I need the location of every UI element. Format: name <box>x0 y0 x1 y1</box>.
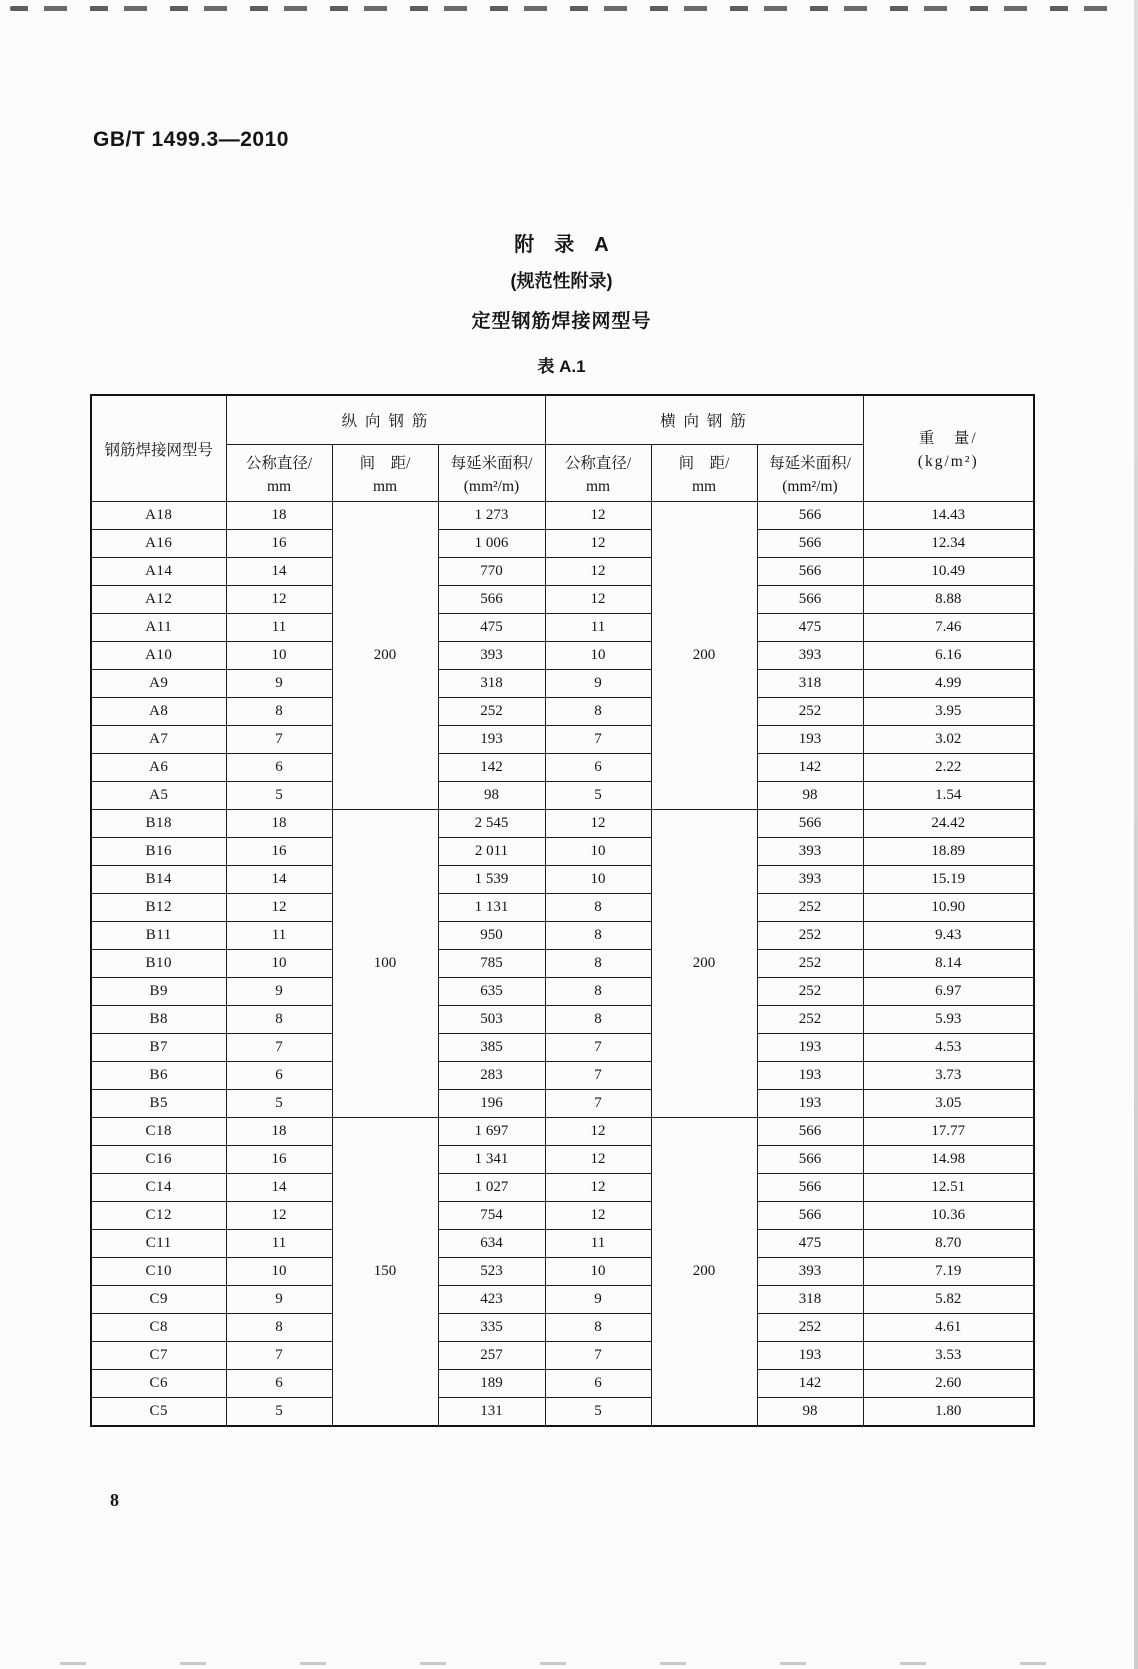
mesh-model-table <box>90 394 1035 1427</box>
cell-model: B8 <box>91 1006 226 1034</box>
table-row <box>91 810 1034 838</box>
cell-longitudinal-diameter: 18 <box>226 502 332 530</box>
long-area-label: 每延米面积/ <box>450 454 533 472</box>
cell-transverse-area: 252 <box>757 698 863 726</box>
cell-longitudinal-area: 193 <box>438 726 545 754</box>
cell-model: A14 <box>91 558 226 586</box>
cell-transverse-diameter: 8 <box>545 950 651 978</box>
cell-model: B11 <box>91 922 226 950</box>
cell-transverse-spacing: 200 <box>651 810 757 1118</box>
table-row <box>91 1174 1034 1202</box>
cell-transverse-diameter: 10 <box>545 642 651 670</box>
cell-transverse-diameter: 7 <box>545 1090 651 1118</box>
cell-model: B5 <box>91 1090 226 1118</box>
cell-longitudinal-diameter: 9 <box>226 670 332 698</box>
cell-weight: 10.36 <box>863 1202 1034 1230</box>
table-group-C <box>91 1118 1034 1427</box>
cell-transverse-area: 475 <box>757 1230 863 1258</box>
cell-transverse-diameter: 8 <box>545 698 651 726</box>
cell-weight: 10.49 <box>863 558 1034 586</box>
cell-transverse-area: 252 <box>757 950 863 978</box>
cell-transverse-area: 393 <box>757 642 863 670</box>
cell-longitudinal-spacing: 150 <box>332 1118 438 1427</box>
cell-transverse-area: 566 <box>757 1174 863 1202</box>
cell-longitudinal-diameter: 9 <box>226 978 332 1006</box>
cell-model: C18 <box>91 1118 226 1146</box>
table-row <box>91 1202 1034 1230</box>
cell-weight: 7.46 <box>863 614 1034 642</box>
cell-model: B14 <box>91 866 226 894</box>
cell-transverse-area: 318 <box>757 1286 863 1314</box>
table-header <box>91 395 1034 502</box>
cell-longitudinal-area: 634 <box>438 1230 545 1258</box>
weight-unit: (kg/m²) <box>917 453 979 470</box>
cell-transverse-area: 566 <box>757 810 863 838</box>
cell-weight: 5.82 <box>863 1286 1034 1314</box>
cell-longitudinal-diameter: 11 <box>226 1230 332 1258</box>
cell-longitudinal-area: 1 027 <box>438 1174 545 1202</box>
col-header-long-spacing <box>332 445 438 502</box>
cell-transverse-area: 193 <box>757 1090 863 1118</box>
cell-transverse-area: 393 <box>757 838 863 866</box>
cell-longitudinal-area: 1 131 <box>438 894 545 922</box>
table-row <box>91 502 1034 530</box>
cell-weight: 1.80 <box>863 1398 1034 1427</box>
cell-transverse-diameter: 7 <box>545 1062 651 1090</box>
cell-transverse-area: 566 <box>757 586 863 614</box>
cell-weight: 4.53 <box>863 1034 1034 1062</box>
cell-longitudinal-diameter: 5 <box>226 1090 332 1118</box>
cell-model: C16 <box>91 1146 226 1174</box>
cell-weight: 9.43 <box>863 922 1034 950</box>
cell-model: C8 <box>91 1314 226 1342</box>
cell-transverse-diameter: 7 <box>545 1034 651 1062</box>
cell-longitudinal-diameter: 16 <box>226 530 332 558</box>
table-row <box>91 754 1034 782</box>
table-row <box>91 1258 1034 1286</box>
cell-transverse-area: 393 <box>757 1258 863 1286</box>
cell-longitudinal-diameter: 7 <box>226 1342 332 1370</box>
table-row <box>91 1398 1034 1427</box>
cell-transverse-area: 566 <box>757 502 863 530</box>
table-row <box>91 1146 1034 1174</box>
table-row <box>91 614 1034 642</box>
trans-area-unit: (mm²/m) <box>782 477 838 495</box>
table-group-A <box>91 502 1034 810</box>
table-row <box>91 1286 1034 1314</box>
cell-longitudinal-area: 1 539 <box>438 866 545 894</box>
cell-transverse-diameter: 11 <box>545 1230 651 1258</box>
cell-longitudinal-diameter: 8 <box>226 1006 332 1034</box>
cell-weight: 15.19 <box>863 866 1034 894</box>
cell-longitudinal-diameter: 11 <box>226 922 332 950</box>
cell-transverse-area: 193 <box>757 1342 863 1370</box>
cell-model: B12 <box>91 894 226 922</box>
long-diameter-unit: mm <box>266 477 292 495</box>
cell-longitudinal-area: 1 341 <box>438 1146 545 1174</box>
table-row <box>91 838 1034 866</box>
cell-transverse-diameter: 12 <box>545 1174 651 1202</box>
long-spacing-unit: mm <box>372 477 398 495</box>
cell-longitudinal-diameter: 18 <box>226 810 332 838</box>
cell-transverse-area: 98 <box>757 1398 863 1427</box>
cell-longitudinal-diameter: 14 <box>226 1174 332 1202</box>
cell-model: C5 <box>91 1398 226 1427</box>
cell-transverse-area: 566 <box>757 1202 863 1230</box>
table-row <box>91 1314 1034 1342</box>
cell-weight: 4.61 <box>863 1314 1034 1342</box>
cell-longitudinal-area: 1 273 <box>438 502 545 530</box>
cell-longitudinal-area: 566 <box>438 586 545 614</box>
col-group-transverse: 横 向 钢 筋 <box>545 395 863 445</box>
cell-transverse-area: 98 <box>757 782 863 810</box>
cell-longitudinal-diameter: 11 <box>226 614 332 642</box>
cell-transverse-area: 142 <box>757 1370 863 1398</box>
cell-model: B6 <box>91 1062 226 1090</box>
cell-transverse-spacing: 200 <box>651 1118 757 1427</box>
cell-weight: 2.22 <box>863 754 1034 782</box>
cell-model: B18 <box>91 810 226 838</box>
cell-longitudinal-diameter: 16 <box>226 1146 332 1174</box>
trans-spacing-label: 间 距/ <box>678 454 730 472</box>
col-header-model: 钢筋焊接网型号 <box>91 395 226 502</box>
cell-longitudinal-diameter: 6 <box>226 754 332 782</box>
col-header-long-area <box>438 445 545 502</box>
appendix-subtitle: (规范性附录) <box>510 271 613 291</box>
cell-longitudinal-area: 2 545 <box>438 810 545 838</box>
cell-longitudinal-area: 257 <box>438 1342 545 1370</box>
table-group-B <box>91 810 1034 1118</box>
cell-transverse-diameter: 12 <box>545 1118 651 1146</box>
cell-transverse-diameter: 10 <box>545 838 651 866</box>
table-row <box>91 978 1034 1006</box>
table-row <box>91 670 1034 698</box>
standard-number: GB/T 1499.3—2010 <box>93 128 289 151</box>
cell-transverse-diameter: 9 <box>545 670 651 698</box>
cell-longitudinal-area: 754 <box>438 1202 545 1230</box>
table-caption: 表 A.1 <box>537 357 586 376</box>
cell-weight: 12.51 <box>863 1174 1034 1202</box>
cell-longitudinal-diameter: 8 <box>226 698 332 726</box>
cell-weight: 5.93 <box>863 1006 1034 1034</box>
cell-longitudinal-diameter: 14 <box>226 866 332 894</box>
cell-longitudinal-diameter: 8 <box>226 1314 332 1342</box>
cell-transverse-area: 252 <box>757 978 863 1006</box>
long-area-unit: (mm²/m) <box>463 477 520 495</box>
table-row <box>91 1090 1034 1118</box>
cell-longitudinal-diameter: 9 <box>226 1286 332 1314</box>
cell-longitudinal-diameter: 5 <box>226 1398 332 1427</box>
cell-transverse-diameter: 12 <box>545 530 651 558</box>
cell-model: C7 <box>91 1342 226 1370</box>
trans-diameter-unit: mm <box>585 477 611 495</box>
cell-model: A9 <box>91 670 226 698</box>
cell-transverse-area: 566 <box>757 558 863 586</box>
cell-longitudinal-diameter: 16 <box>226 838 332 866</box>
cell-longitudinal-area: 523 <box>438 1258 545 1286</box>
cell-weight: 6.16 <box>863 642 1034 670</box>
col-header-long-diameter <box>226 445 332 502</box>
cell-model: A10 <box>91 642 226 670</box>
cell-longitudinal-diameter: 7 <box>226 1034 332 1062</box>
table-row <box>91 558 1034 586</box>
table-row <box>91 894 1034 922</box>
trans-spacing-unit: mm <box>691 477 717 495</box>
cell-transverse-area: 193 <box>757 726 863 754</box>
cell-weight: 14.98 <box>863 1146 1034 1174</box>
cell-model: A6 <box>91 754 226 782</box>
cell-transverse-area: 252 <box>757 1314 863 1342</box>
table-row <box>91 922 1034 950</box>
table-row <box>91 1006 1034 1034</box>
long-spacing-label: 间 距/ <box>359 454 411 472</box>
cell-model: C9 <box>91 1286 226 1314</box>
cell-transverse-area: 252 <box>757 922 863 950</box>
cell-model: C14 <box>91 1174 226 1202</box>
cell-longitudinal-diameter: 5 <box>226 782 332 810</box>
cell-transverse-spacing: 200 <box>651 502 757 810</box>
cell-longitudinal-area: 142 <box>438 754 545 782</box>
table-row <box>91 586 1034 614</box>
cell-longitudinal-area: 98 <box>438 782 545 810</box>
cell-transverse-diameter: 6 <box>545 754 651 782</box>
cell-longitudinal-diameter: 10 <box>226 1258 332 1286</box>
cell-longitudinal-area: 335 <box>438 1314 545 1342</box>
cell-model: C10 <box>91 1258 226 1286</box>
weight-label: 重 量/ <box>918 430 978 447</box>
header-group-row <box>91 395 1034 445</box>
table-row <box>91 782 1034 810</box>
cell-model: A12 <box>91 586 226 614</box>
table-row <box>91 950 1034 978</box>
cell-weight: 3.02 <box>863 726 1034 754</box>
cell-transverse-diameter: 7 <box>545 726 651 754</box>
cell-weight: 8.14 <box>863 950 1034 978</box>
cell-longitudinal-area: 950 <box>438 922 545 950</box>
cell-weight: 2.60 <box>863 1370 1034 1398</box>
appendix-heading: 定型钢筋焊接网型号 <box>471 311 652 332</box>
cell-longitudinal-area: 2 011 <box>438 838 545 866</box>
cell-transverse-diameter: 12 <box>545 558 651 586</box>
cell-weight: 3.73 <box>863 1062 1034 1090</box>
cell-longitudinal-area: 475 <box>438 614 545 642</box>
cell-weight: 24.42 <box>863 810 1034 838</box>
cell-model: A18 <box>91 502 226 530</box>
cell-transverse-area: 193 <box>757 1062 863 1090</box>
cell-longitudinal-area: 131 <box>438 1398 545 1427</box>
cell-transverse-diameter: 12 <box>545 502 651 530</box>
cell-longitudinal-area: 1 697 <box>438 1118 545 1146</box>
cell-longitudinal-area: 318 <box>438 670 545 698</box>
cell-model: B9 <box>91 978 226 1006</box>
cell-transverse-diameter: 8 <box>545 894 651 922</box>
cell-longitudinal-area: 1 006 <box>438 530 545 558</box>
cell-longitudinal-spacing: 100 <box>332 810 438 1118</box>
cell-longitudinal-diameter: 6 <box>226 1062 332 1090</box>
cell-longitudinal-spacing: 200 <box>332 502 438 810</box>
cell-transverse-area: 566 <box>757 1146 863 1174</box>
cell-weight: 4.99 <box>863 670 1034 698</box>
cell-longitudinal-area: 423 <box>438 1286 545 1314</box>
cell-transverse-area: 475 <box>757 614 863 642</box>
cell-transverse-diameter: 12 <box>545 1146 651 1174</box>
cell-weight: 6.97 <box>863 978 1034 1006</box>
cell-model: B7 <box>91 1034 226 1062</box>
cell-longitudinal-area: 393 <box>438 642 545 670</box>
cell-transverse-diameter: 5 <box>545 1398 651 1427</box>
cell-transverse-diameter: 8 <box>545 922 651 950</box>
cell-weight: 1.54 <box>863 782 1034 810</box>
cell-weight: 12.34 <box>863 530 1034 558</box>
cell-transverse-diameter: 12 <box>545 586 651 614</box>
cell-longitudinal-area: 283 <box>438 1062 545 1090</box>
cell-longitudinal-area: 635 <box>438 978 545 1006</box>
table-row <box>91 698 1034 726</box>
cell-model: A7 <box>91 726 226 754</box>
cell-transverse-diameter: 7 <box>545 1342 651 1370</box>
cell-transverse-diameter: 10 <box>545 1258 651 1286</box>
cell-longitudinal-area: 770 <box>438 558 545 586</box>
appendix-title: 附 录 A <box>514 234 609 256</box>
cell-transverse-diameter: 8 <box>545 1314 651 1342</box>
cell-weight: 14.43 <box>863 502 1034 530</box>
cell-weight: 10.90 <box>863 894 1034 922</box>
table-row <box>91 642 1034 670</box>
cell-longitudinal-area: 785 <box>438 950 545 978</box>
trans-diameter-label: 公称直径/ <box>564 454 632 472</box>
cell-longitudinal-diameter: 14 <box>226 558 332 586</box>
cell-model: A5 <box>91 782 226 810</box>
col-header-trans-diameter <box>545 445 651 502</box>
cell-transverse-area: 142 <box>757 754 863 782</box>
cell-transverse-diameter: 12 <box>545 1202 651 1230</box>
cell-transverse-diameter: 5 <box>545 782 651 810</box>
cell-transverse-area: 393 <box>757 866 863 894</box>
cell-longitudinal-diameter: 12 <box>226 586 332 614</box>
scan-artifact-bottom-edge <box>60 1662 1098 1665</box>
trans-area-label: 每延米面积/ <box>769 454 851 472</box>
cell-longitudinal-area: 189 <box>438 1370 545 1398</box>
cell-weight: 3.95 <box>863 698 1034 726</box>
table-row <box>91 1062 1034 1090</box>
col-group-longitudinal: 纵 向 钢 筋 <box>226 395 545 445</box>
cell-longitudinal-diameter: 12 <box>226 1202 332 1230</box>
cell-transverse-diameter: 10 <box>545 866 651 894</box>
cell-weight: 8.70 <box>863 1230 1034 1258</box>
cell-transverse-diameter: 6 <box>545 1370 651 1398</box>
cell-weight: 7.19 <box>863 1258 1034 1286</box>
cell-transverse-diameter: 11 <box>545 614 651 642</box>
cell-transverse-area: 193 <box>757 1034 863 1062</box>
cell-weight: 3.53 <box>863 1342 1034 1370</box>
cell-model: A16 <box>91 530 226 558</box>
cell-longitudinal-area: 503 <box>438 1006 545 1034</box>
cell-weight: 8.88 <box>863 586 1034 614</box>
col-header-trans-spacing <box>651 445 757 502</box>
cell-longitudinal-diameter: 10 <box>226 642 332 670</box>
cell-model: B16 <box>91 838 226 866</box>
col-header-weight <box>863 395 1034 502</box>
table-row <box>91 1230 1034 1258</box>
cell-transverse-diameter: 12 <box>545 810 651 838</box>
cell-transverse-diameter: 9 <box>545 1286 651 1314</box>
cell-longitudinal-diameter: 18 <box>226 1118 332 1146</box>
cell-model: B10 <box>91 950 226 978</box>
cell-model: C6 <box>91 1370 226 1398</box>
cell-longitudinal-area: 196 <box>438 1090 545 1118</box>
long-diameter-label: 公称直径/ <box>245 454 313 472</box>
cell-model: A8 <box>91 698 226 726</box>
cell-transverse-area: 252 <box>757 1006 863 1034</box>
cell-longitudinal-area: 385 <box>438 1034 545 1062</box>
col-header-trans-area <box>757 445 863 502</box>
cell-transverse-diameter: 8 <box>545 1006 651 1034</box>
cell-weight: 18.89 <box>863 838 1034 866</box>
table-row <box>91 530 1034 558</box>
table-row <box>91 866 1034 894</box>
scan-artifact-top-edge <box>10 6 1128 11</box>
cell-transverse-area: 566 <box>757 530 863 558</box>
cell-model: C12 <box>91 1202 226 1230</box>
cell-transverse-area: 252 <box>757 894 863 922</box>
cell-transverse-area: 566 <box>757 1118 863 1146</box>
table-row <box>91 1370 1034 1398</box>
scan-artifact-right-edge <box>1134 0 1138 1669</box>
cell-longitudinal-diameter: 12 <box>226 894 332 922</box>
cell-longitudinal-diameter: 7 <box>226 726 332 754</box>
cell-model: C11 <box>91 1230 226 1258</box>
page-number: 8 <box>110 1490 119 1510</box>
table-row <box>91 1342 1034 1370</box>
cell-transverse-diameter: 8 <box>545 978 651 1006</box>
table-row <box>91 1034 1034 1062</box>
cell-longitudinal-area: 252 <box>438 698 545 726</box>
cell-longitudinal-diameter: 10 <box>226 950 332 978</box>
cell-transverse-area: 318 <box>757 670 863 698</box>
cell-longitudinal-diameter: 6 <box>226 1370 332 1398</box>
table-row <box>91 726 1034 754</box>
table-row <box>91 1118 1034 1146</box>
cell-weight: 3.05 <box>863 1090 1034 1118</box>
cell-model: A11 <box>91 614 226 642</box>
cell-weight: 17.77 <box>863 1118 1034 1146</box>
